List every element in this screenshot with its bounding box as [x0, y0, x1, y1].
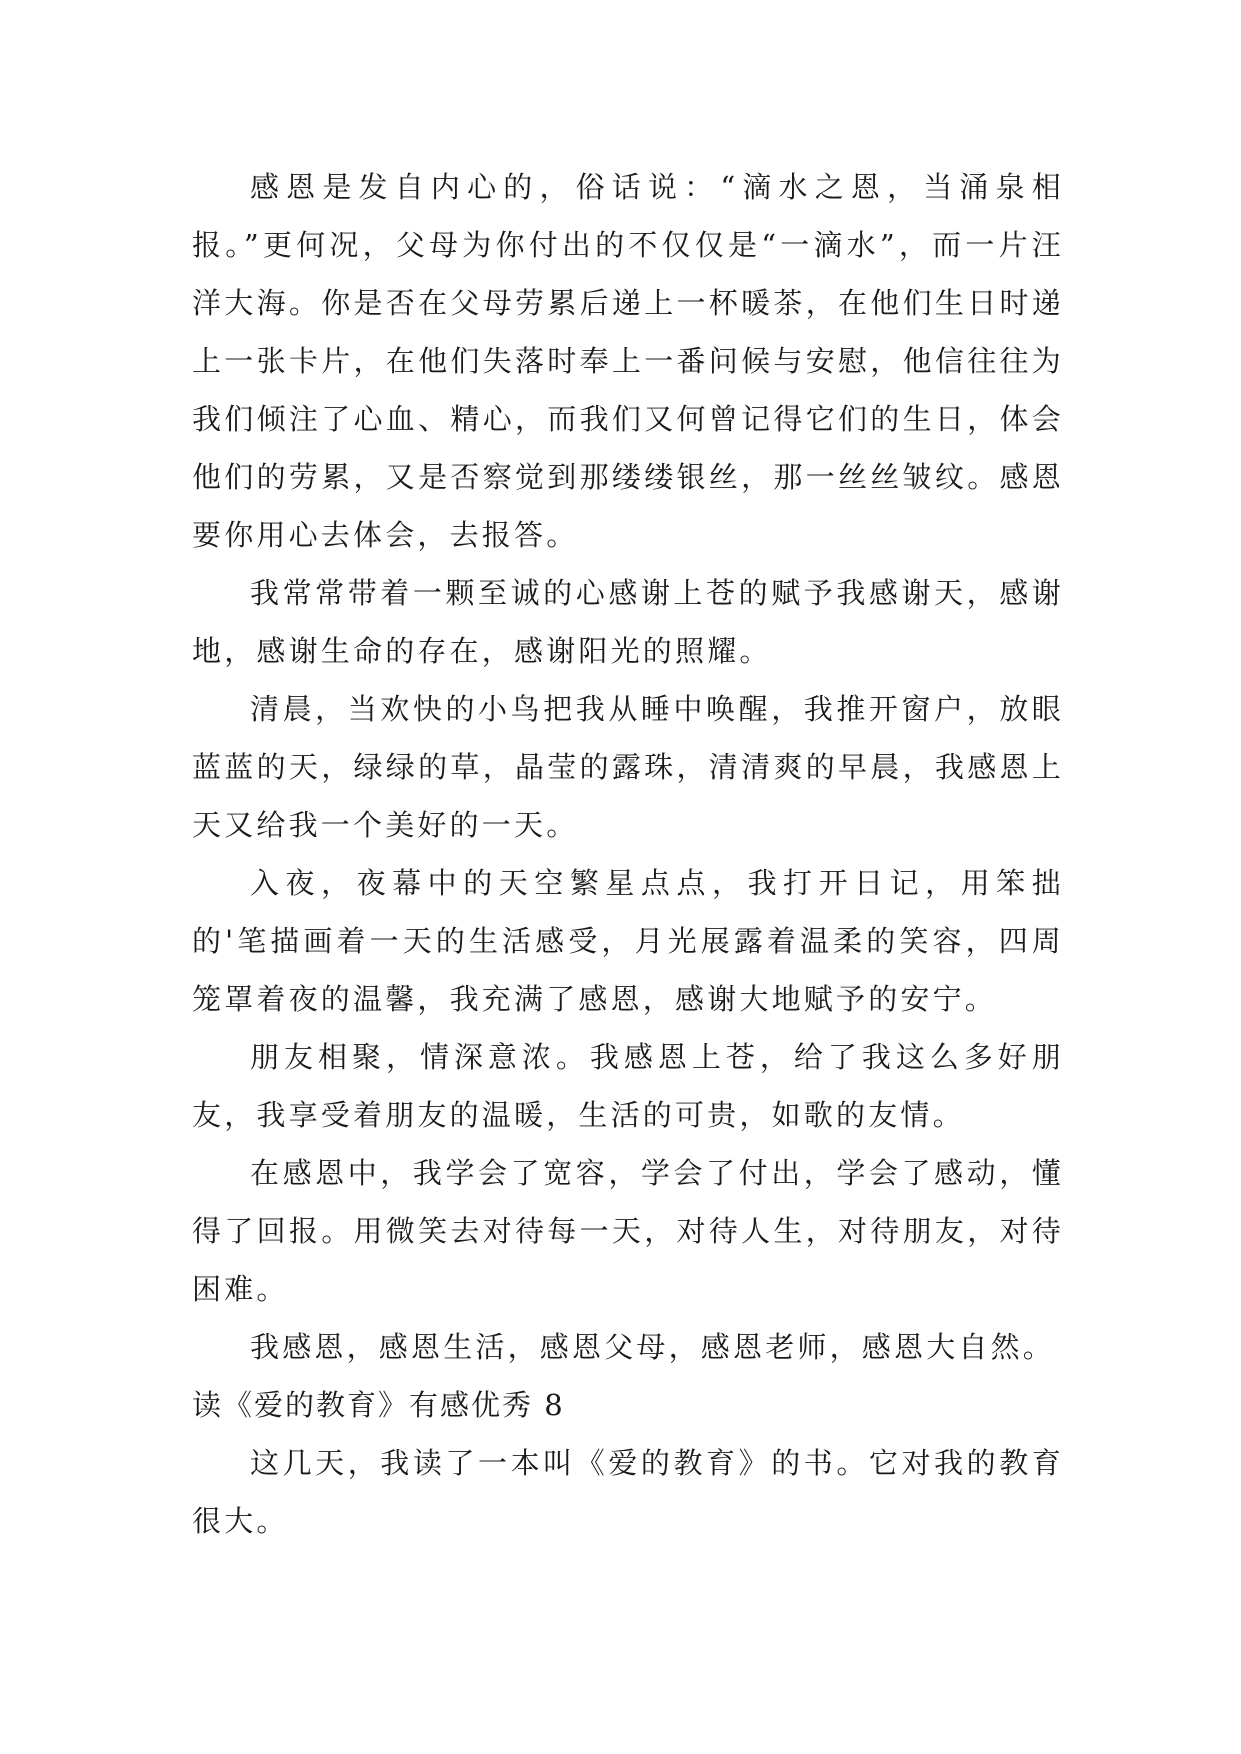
paragraph-night: 入夜，夜幕中的天空繁星点点，我打开日记，用笨拙的'笔描画着一天的生活感受，月光展露着温柔的笑容，四周笼罩着夜的温馨，我充满了感恩，感谢大地赋予的安宁。 [192, 866, 1064, 1016]
document-page [192, 158, 1064, 1550]
paragraph-book-intro: 这几天，我读了一本叫《爱的教育》的书。它对我的教育很大。 [192, 1446, 1064, 1538]
paragraph-friends: 朋友相聚，情深意浓。我感恩上苍，给了我这么多好朋友，我享受着朋友的温暖，生活的可贵，如歌的友情。 [192, 1040, 1064, 1132]
paragraph-learned: 在感恩中，我学会了宽容，学会了付出，学会了感动，懂得了回报。用微笑去对待每一天，对待人生，对待朋友，对待困难。 [192, 1156, 1064, 1306]
paragraph-gratitude-parents: 感恩是发自内心的，俗话说：“滴水之恩，当涌泉相报。”更何况，父母为你付出的不仅仅是“一滴水”，而一片汪洋大海。你是否在父母劳累后递上一杯暖茶，在他们生日时递上一张卡片，在他们失落时奉上一番问候与安慰，他信往往为我们倾注了心血、精心，而我们又何曾记得它们的生日，体会他们的劳累，又是否察觉到那缕缕银丝，那一丝丝皱纹。感恩要你用心去体会，去报答。 [192, 170, 1064, 552]
paragraph-thank-heaven: 我常常带着一颗至诚的心感谢上苍的赋予我感谢天，感谢地，感谢生命的存在，感谢阳光的照耀。 [192, 576, 1064, 668]
section-heading: 读《爱的教育》有感优秀 8 [192, 1388, 565, 1422]
paragraph-morning: 清晨，当欢快的小鸟把我从睡中唤醒，我推开窗户，放眼蓝蓝的天，绿绿的草，晶莹的露珠，清清爽的早晨，我感恩上天又给我一个美好的一天。 [192, 692, 1064, 842]
paragraph-closing: 我感恩，感恩生活，感恩父母，感恩老师，感恩大自然。 [250, 1330, 1056, 1364]
